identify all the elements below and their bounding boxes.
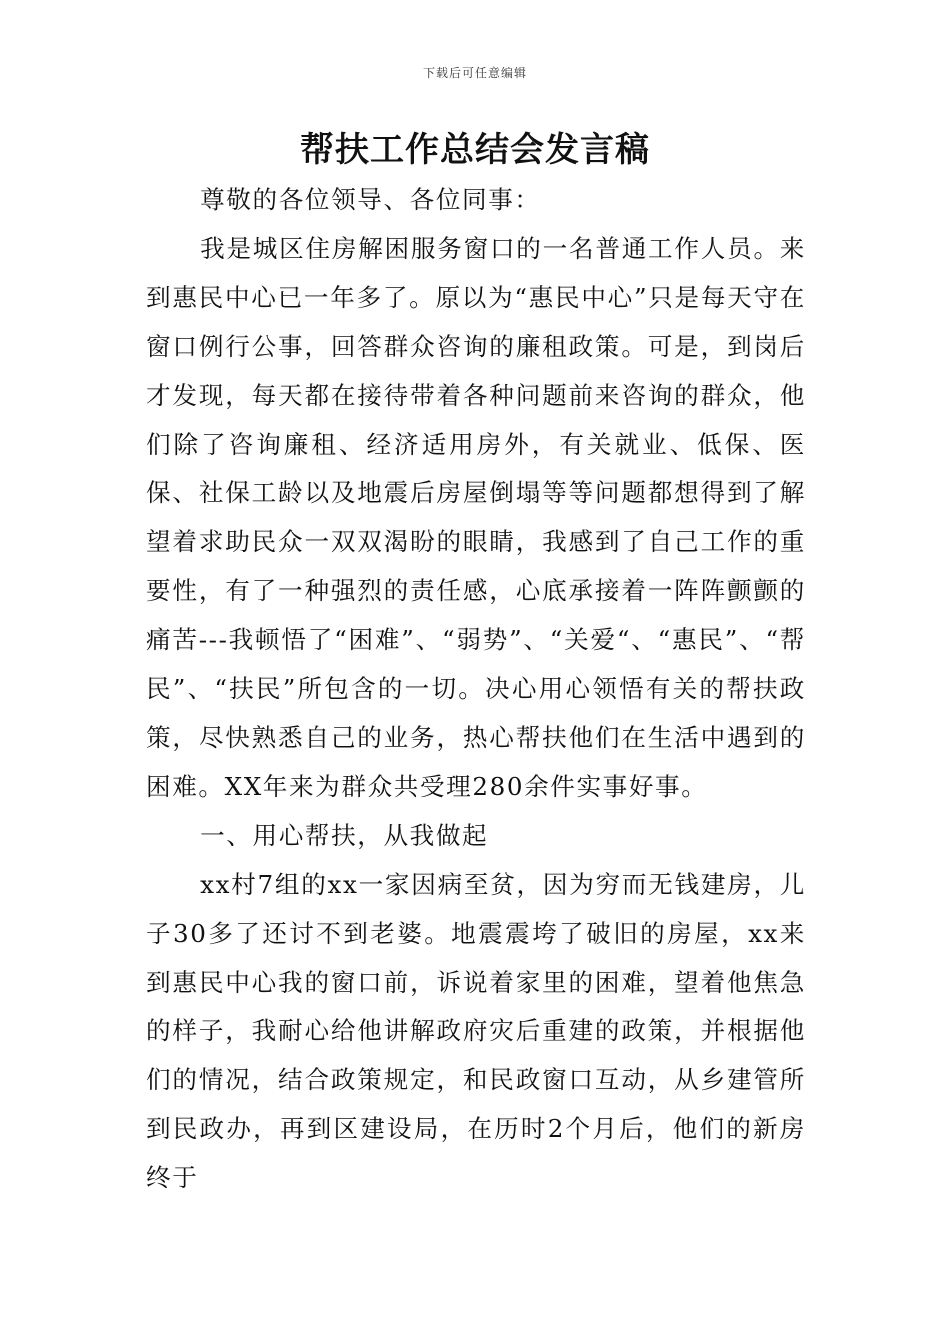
section-heading: 一、用心帮扶，从我做起 [200,820,489,850]
salutation-paragraph: 尊敬的各位领导、各位同事： [200,185,541,214]
intro-paragraph: 我是城区住房解困服务窗口的一名普通工作人员。来到惠民中心已一年多了。原以为“惠民中心”只是每天守在窗口例行公事，回答群众咨询的廉租政策。可是，到岗后才发现，每天都在接待带着各种问题前来咨询的群众，他们除了咨询廉租、经济适用房外，有关就业、低保、医保、社保工龄以及地震后房屋倒塌等等问题都想得到了解望着求助民众一双双渴盼的眼睛，我感到了自己工作的重要性，有了一种强烈的责任感，心底承接着一阵阵颤颤的痛苦---我顿悟了“困难”、“弱势”、“关爱“、“惠民”、“帮民”、“扶民”所包含的一切。决心用心领悟有关的帮扶政策，尽快熟悉自己的业务，热心帮扶他们在生活中遇到的困难。XX年来为群众共受理280余件实事好事。 [146,233,806,801]
case-paragraph: xx村7组的xx一家因病至贫，因为穷而无钱建房，儿子30多了还讨不到老婆。地震震垮了破旧的房屋，xx来到惠民中心我的窗口前，诉说着家里的困难，望着他焦急的样子，我耐心给他讲解政府灾后重建的政策，并根据他们的情况，结合政策规定，和民政窗口互动，从乡建管所到民政办，再到区建设局，在历时2个月后，他们的新房终于 [146,869,806,1193]
document-title: 帮扶工作总结会发言稿 [300,130,650,170]
document-body [146,176,806,1203]
header-note: 下载后可任意编辑 [422,66,527,80]
